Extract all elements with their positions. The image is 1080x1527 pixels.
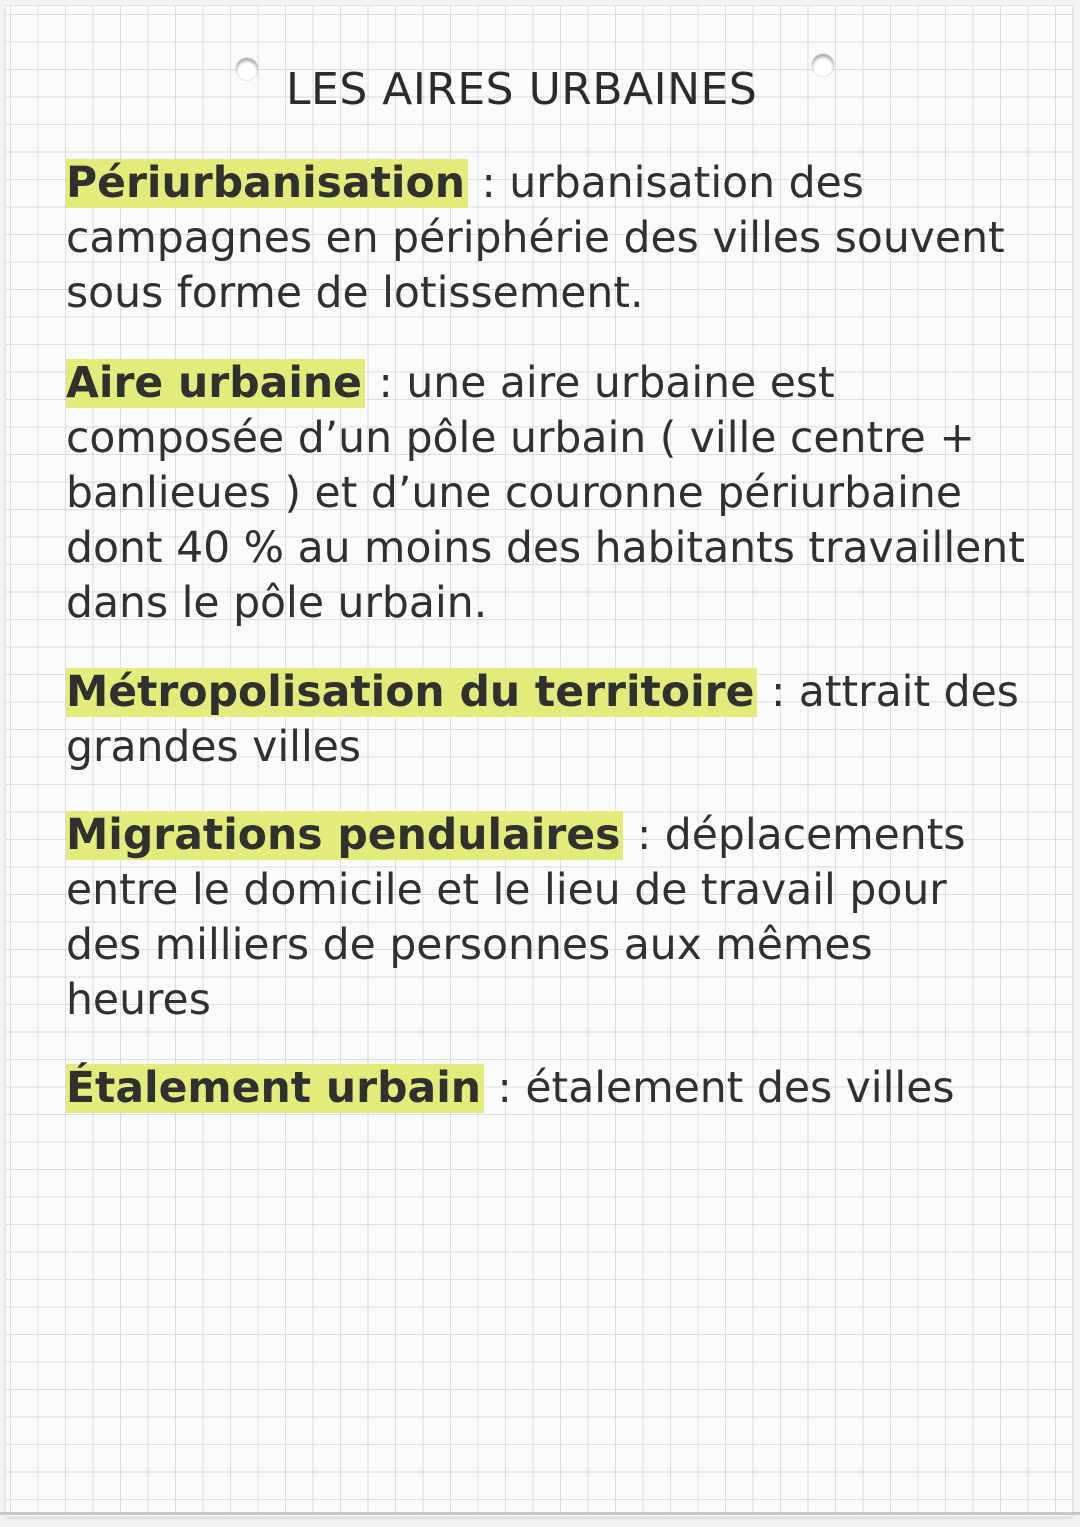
term-highlight: Métropolisation du territoire <box>66 668 757 717</box>
definition-metropolisation <box>66 665 1026 775</box>
definition-text: : étalement des villes <box>484 1064 955 1113</box>
definition-etalement-urbain <box>66 1061 1026 1116</box>
term-highlight: Migrations pendulaires <box>66 811 623 860</box>
grid-paper-sheet <box>6 6 1072 1516</box>
term-highlight: Périurbanisation <box>66 159 468 208</box>
definition-text: : une aire urbaine est composée d’un pôle urbain ( ville centre + banlieues ) et d’une couronne périurbaine dont 40 % au moins des habitants travaillent dans le pôle urbain. <box>66 359 1025 628</box>
definition-text: : urbanisation des campagnes en périphérie des villes souvent sous forme de lotissement. <box>66 159 1005 318</box>
term-highlight: Étalement urbain <box>66 1064 484 1113</box>
definition-text: : attrait des grandes villes <box>66 668 1019 772</box>
punch-hole-right <box>812 54 834 76</box>
term-highlight: Aire urbaine <box>66 359 365 408</box>
definition-text: : déplacements entre le domicile et le lieu de travail pour des milliers de personnes aux mêmes heures <box>66 811 966 1025</box>
page-bottom-edge <box>0 1512 1080 1515</box>
definition-aire-urbaine <box>66 356 1026 631</box>
definition-periurbanisation <box>66 156 1026 321</box>
page-title: LES AIRES URBAINES <box>286 64 758 115</box>
punch-hole-left <box>236 58 258 80</box>
definition-migrations-pendulaires <box>66 808 1026 1028</box>
